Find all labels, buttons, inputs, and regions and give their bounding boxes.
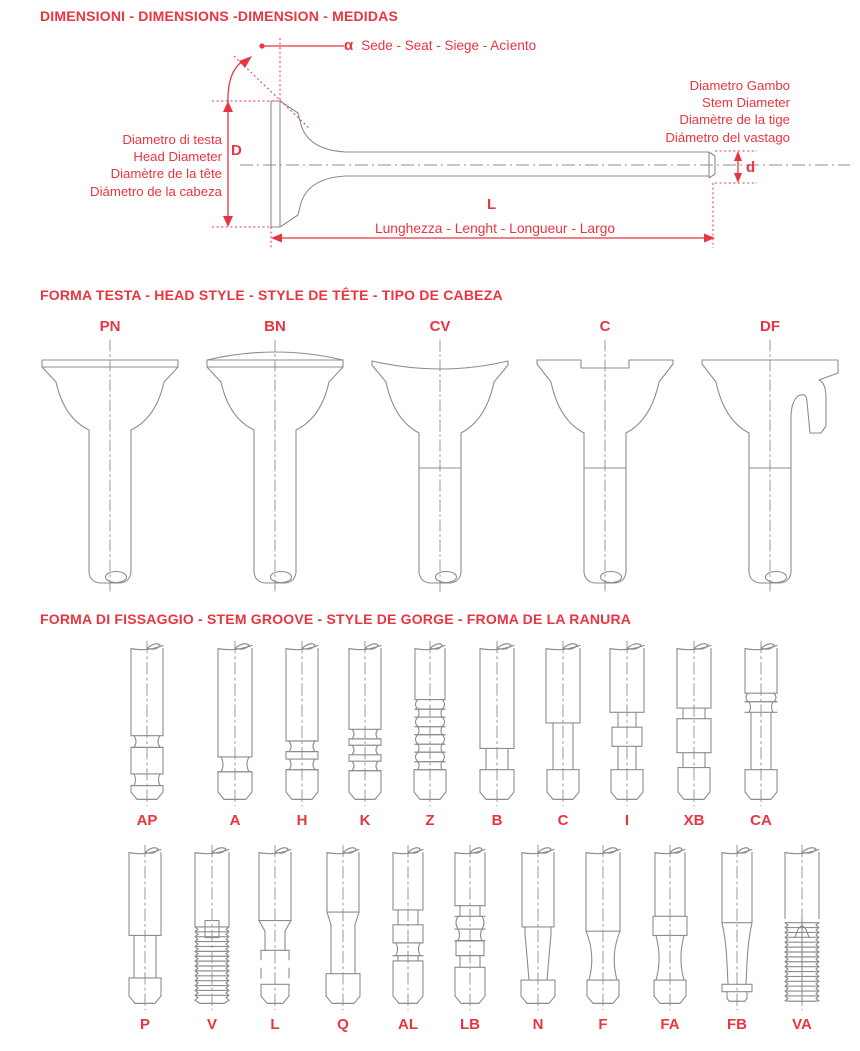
length-label: Lunghezza - Lenght - Longueur - Largo: [374, 221, 616, 236]
stem-groove-code-LB: LB: [460, 1016, 480, 1033]
stem-groove-code-CA: CA: [750, 812, 772, 829]
stem-groove-figure-VA: [770, 842, 834, 1019]
stem-groove-figure-C: [531, 638, 595, 815]
stem-groove-figure-P: [113, 842, 177, 1019]
stem-groove-code-B: B: [491, 812, 503, 829]
stem-diameter-label: [610, 77, 790, 146]
stem-groove-title: FORMA DI FISSAGGIO - STEM GROOVE - STYLE DE GORGE - FROMA DE LA RANURA: [40, 611, 632, 627]
stem-groove-figure-H: [270, 638, 334, 815]
stem-groove-figure-CA: [729, 638, 793, 815]
stem-groove-figure-Z: [398, 638, 462, 815]
alpha-symbol: α: [344, 37, 354, 54]
head-style-row: [0, 318, 860, 608]
stem-groove-code-A: A: [229, 812, 241, 829]
head-diameter-line: Diametro di testa: [122, 132, 222, 147]
stem-groove-figure-F: [571, 842, 635, 1019]
stem-groove-code-K: K: [359, 812, 371, 829]
head-style-title: FORMA TESTA - HEAD STYLE - STYLE DE TÊTE - TIPO DE CABEZA: [40, 287, 503, 303]
stem-groove-figure-K: [333, 638, 397, 815]
stem-groove-figure-A: [203, 638, 267, 815]
stem-groove-figure-L: [243, 842, 307, 1019]
head-style-code-C: C: [599, 318, 611, 335]
head-style-figure-CV: [355, 336, 525, 605]
stem-groove-figure-LB: [438, 842, 502, 1019]
stem-groove-figure-I: [595, 638, 659, 815]
stem-groove-figure-Q: [311, 842, 375, 1019]
head-style-figure-PN: [25, 336, 195, 605]
stem-groove-code-P: P: [139, 1016, 150, 1033]
stem-groove-code-F: F: [598, 1016, 608, 1033]
stem-groove-code-N: N: [532, 1016, 544, 1033]
stem-groove-code-Q: Q: [337, 1016, 349, 1033]
stem-diameter-line: Diametro Gambo: [689, 78, 790, 93]
head-diameter-line: Head Diameter: [133, 149, 222, 165]
stem-groove-row-2: [0, 840, 860, 1051]
stem-groove-code-AP: AP: [136, 812, 158, 829]
dimension-letter-d: d: [746, 159, 756, 176]
stem-groove-row-1: [0, 636, 860, 846]
head-style-code-CV: CV: [429, 318, 451, 335]
dimension-letter-D: D: [231, 142, 242, 159]
seat-angle-label: [344, 37, 536, 54]
stem-groove-code-Z: Z: [425, 812, 435, 829]
head-style-figure-C: [520, 336, 690, 605]
stem-groove-code-C: C: [557, 812, 569, 829]
head-style-figure-DF: [685, 336, 855, 605]
stem-groove-code-FA: FA: [660, 1016, 680, 1033]
stem-groove-figure-N: [506, 842, 570, 1019]
stem-groove-figure-V: [180, 842, 244, 1019]
head-style-figure-BN: [190, 336, 360, 605]
stem-groove-figure-AL: [376, 842, 440, 1019]
stem-groove-figure-XB: [662, 638, 726, 815]
stem-groove-code-FB: FB: [727, 1016, 747, 1033]
stem-groove-figure-AP: [115, 638, 179, 815]
stem-groove-code-L: L: [270, 1016, 280, 1033]
head-style-code-DF: DF: [760, 318, 780, 335]
stem-diameter-line: Diámetro del vastago: [665, 129, 790, 145]
head-diameter-line: Diamètre de la tête: [110, 166, 222, 182]
stem-groove-figure-B: [465, 638, 529, 815]
dimension-letter-L: L: [487, 196, 497, 213]
stem-groove-code-XB: XB: [683, 812, 705, 829]
head-style-code-PN: PN: [99, 318, 121, 335]
stem-groove-code-H: H: [296, 812, 308, 829]
dimensions-title: DIMENSIONI - DIMENSIONS -DIMENSION - MEDIDAS: [40, 8, 399, 24]
seat-label-text: Sede - Seat - Siege - Acìento: [361, 38, 537, 53]
stem-groove-code-AL: AL: [398, 1016, 418, 1033]
head-style-code-BN: BN: [264, 318, 286, 335]
stem-groove-figure-FA: [638, 842, 702, 1019]
head-diameter-label: [40, 131, 222, 200]
stem-diameter-line: Stem Diameter: [702, 95, 790, 111]
stem-groove-figure-FB: [705, 842, 769, 1019]
stem-groove-code-VA: VA: [792, 1016, 812, 1033]
head-diameter-line: Diámetro de la cabeza: [90, 183, 222, 199]
stem-diameter-line: Diamètre de la tige: [679, 112, 790, 128]
stem-groove-code-V: V: [206, 1016, 217, 1033]
stem-groove-code-I: I: [624, 812, 630, 829]
